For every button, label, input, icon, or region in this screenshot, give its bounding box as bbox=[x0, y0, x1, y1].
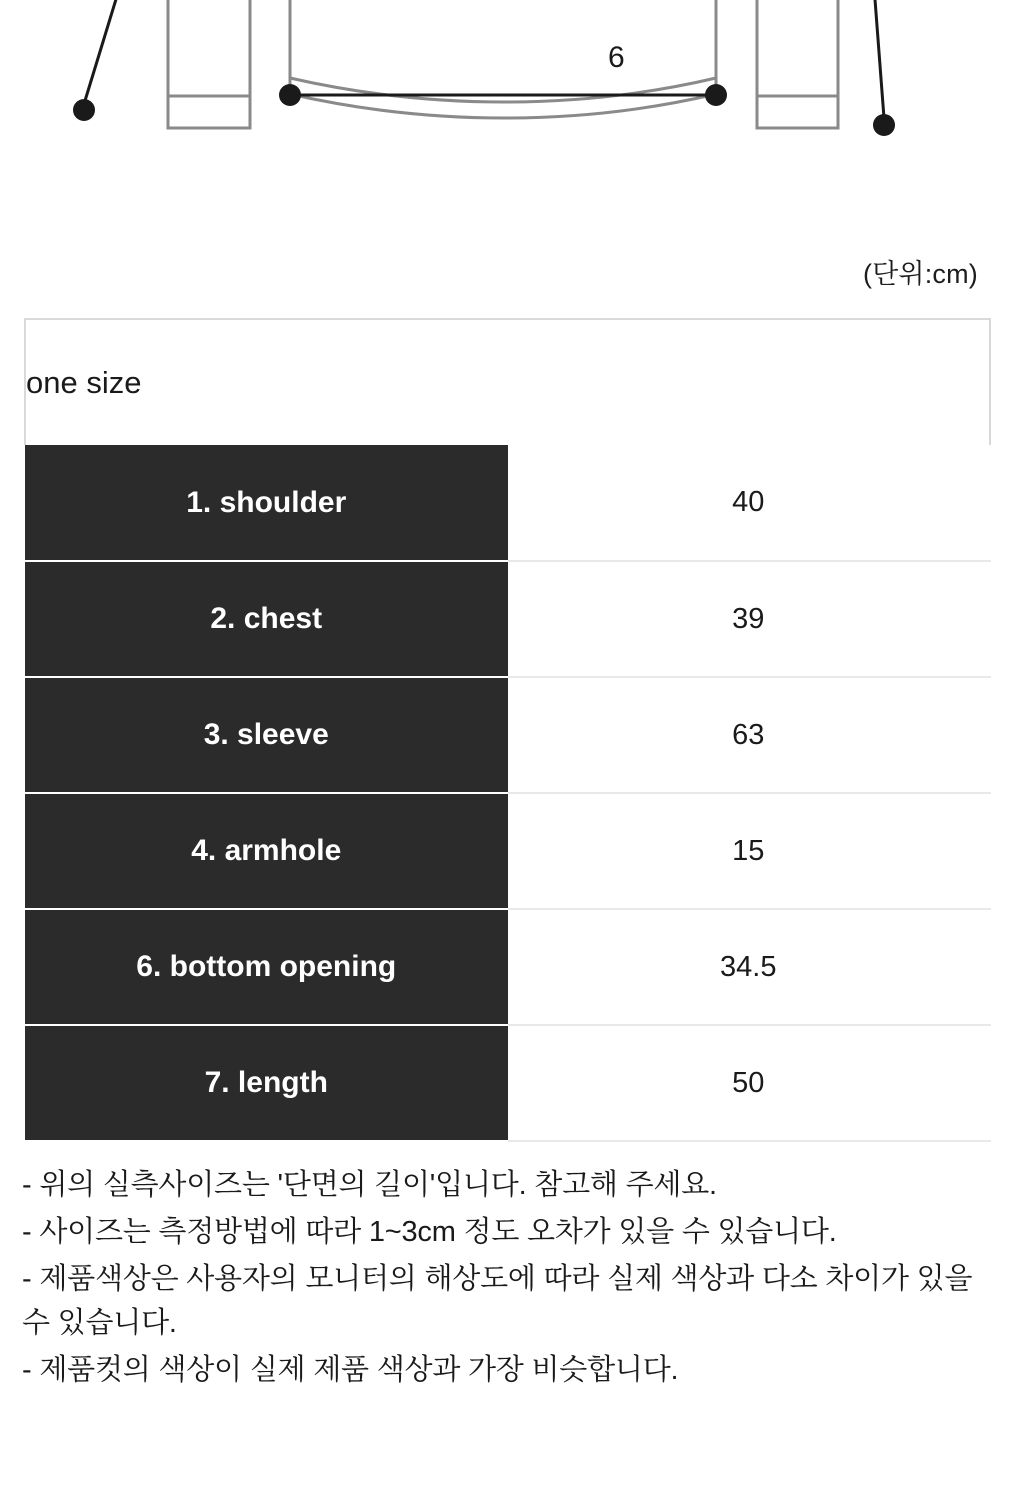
row-label-armhole: 4. armhole bbox=[25, 793, 508, 909]
row-label-chest: 2. chest bbox=[25, 561, 508, 677]
table-row bbox=[25, 1025, 990, 1141]
row-value-sleeve: 63 bbox=[508, 677, 991, 793]
garment-diagram-svg bbox=[0, 0, 1016, 232]
notes-block bbox=[22, 1163, 997, 1395]
row-value-chest: 39 bbox=[508, 561, 991, 677]
note-line-2: - 사이즈는 측정방법에 따라 1~3cm 정도 오차가 있을 수 있습니다. bbox=[22, 1216, 837, 1249]
table-row bbox=[25, 793, 990, 909]
row-label-shoulder: 1. shoulder bbox=[25, 445, 508, 561]
note-line-3: - 제품색상은 사용자의 모니터의 해상도에 따라 실제 색상과 다소 차이가 있을 수 있습니다. bbox=[22, 1263, 973, 1340]
table-row bbox=[25, 909, 990, 1025]
table-row bbox=[25, 445, 990, 561]
row-label-length: 7. length bbox=[25, 1025, 508, 1141]
unit-note: (단위:cm) bbox=[862, 259, 978, 289]
garment-diagram bbox=[0, 0, 1016, 232]
row-value-length: 50 bbox=[508, 1025, 991, 1141]
table-row bbox=[25, 561, 990, 677]
note-line-1: - 위의 실측사이즈는 '단면의 길이'입니다. 참고해 주세요. bbox=[22, 1169, 717, 1201]
size-table-body bbox=[25, 319, 990, 1141]
measure-pointer-left bbox=[73, 0, 128, 121]
measure-label-6: 6 bbox=[608, 41, 625, 74]
table-row bbox=[25, 677, 990, 793]
table-header-row bbox=[25, 319, 990, 445]
row-value-armhole: 15 bbox=[508, 793, 991, 909]
row-value-bottom-opening: 34.5 bbox=[508, 909, 991, 1025]
size-table bbox=[24, 318, 991, 1142]
row-value-shoulder: 40 bbox=[508, 445, 991, 561]
row-label-sleeve: 3. sleeve bbox=[25, 677, 508, 793]
note-line-4: - 제품컷의 색상이 실제 제품 색상과 가장 비슷합니다. bbox=[22, 1354, 679, 1387]
size-name-header: one size bbox=[25, 319, 990, 445]
measure-pointer-right bbox=[872, 0, 895, 136]
row-label-bottom-opening: 6. bottom opening bbox=[25, 909, 508, 1025]
